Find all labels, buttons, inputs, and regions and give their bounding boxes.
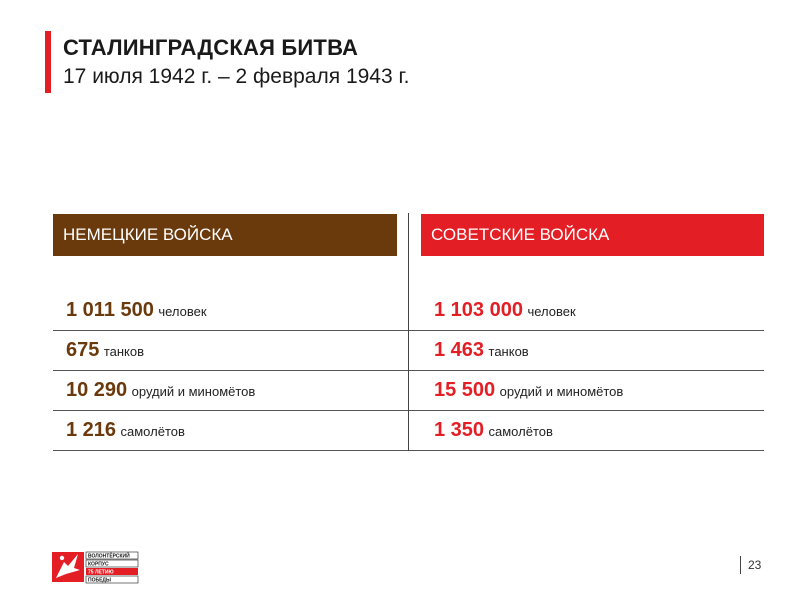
- logo-line-3: 75 ЛЕТИЮ: [88, 569, 114, 576]
- german-guns-value: 10 290: [66, 379, 128, 401]
- page-title: СТАЛИНГРАДСКАЯ БИТВА: [63, 35, 359, 60]
- soviet-personnel-unit: человек: [527, 304, 576, 319]
- german-tanks-value: 675: [66, 339, 100, 361]
- soviet-forces-header: СОВЕТСКИЕ ВОЙСКА: [421, 214, 764, 256]
- german-forces-header: НЕМЕЦКИЕ ВОЙСКА: [53, 214, 397, 256]
- soviet-row-tanks: [409, 331, 764, 371]
- german-personnel-value: 1 011 500: [66, 299, 154, 321]
- german-guns-unit: орудий и миномётов: [131, 384, 256, 399]
- soviet-row-guns: [409, 371, 764, 411]
- soviet-row-aircraft: [409, 411, 764, 451]
- soviet-row-personnel: [409, 291, 764, 331]
- page-number: 23: [740, 556, 761, 574]
- german-row-aircraft: [53, 411, 408, 451]
- german-personnel-unit: человек: [158, 304, 207, 319]
- volunteer-corps-logo: [52, 548, 140, 586]
- page-subtitle: 17 июля 1942 г. – 2 февраля 1943 г.: [63, 65, 410, 88]
- soviet-tanks-value: 1 463: [434, 339, 485, 361]
- title-accent-bar: [45, 31, 51, 93]
- german-row-personnel: [53, 291, 408, 331]
- german-tanks-unit: танков: [103, 344, 145, 359]
- german-row-tanks: [53, 331, 408, 371]
- german-aircraft-unit: самолётов: [120, 424, 185, 439]
- soviet-personnel-value: 1 103 000: [434, 299, 523, 321]
- german-aircraft-value: 1 216: [66, 419, 117, 441]
- soviet-tanks-unit: танков: [488, 344, 529, 359]
- soviet-aircraft-value: 1 350: [434, 419, 485, 441]
- german-row-guns: [53, 371, 408, 411]
- logo-line-2: КОРПУС: [88, 561, 109, 568]
- soviet-guns-unit: орудий и миномётов: [499, 384, 624, 399]
- logo-line-1: ВОЛОНТЁРСКИЙ: [88, 553, 130, 560]
- soviet-guns-value: 15 500: [434, 379, 496, 401]
- volunteer-corps-logo-icon: [52, 548, 140, 586]
- logo-line-4: ПОБЕДЫ: [88, 577, 111, 584]
- soviet-aircraft-unit: самолётов: [488, 424, 553, 439]
